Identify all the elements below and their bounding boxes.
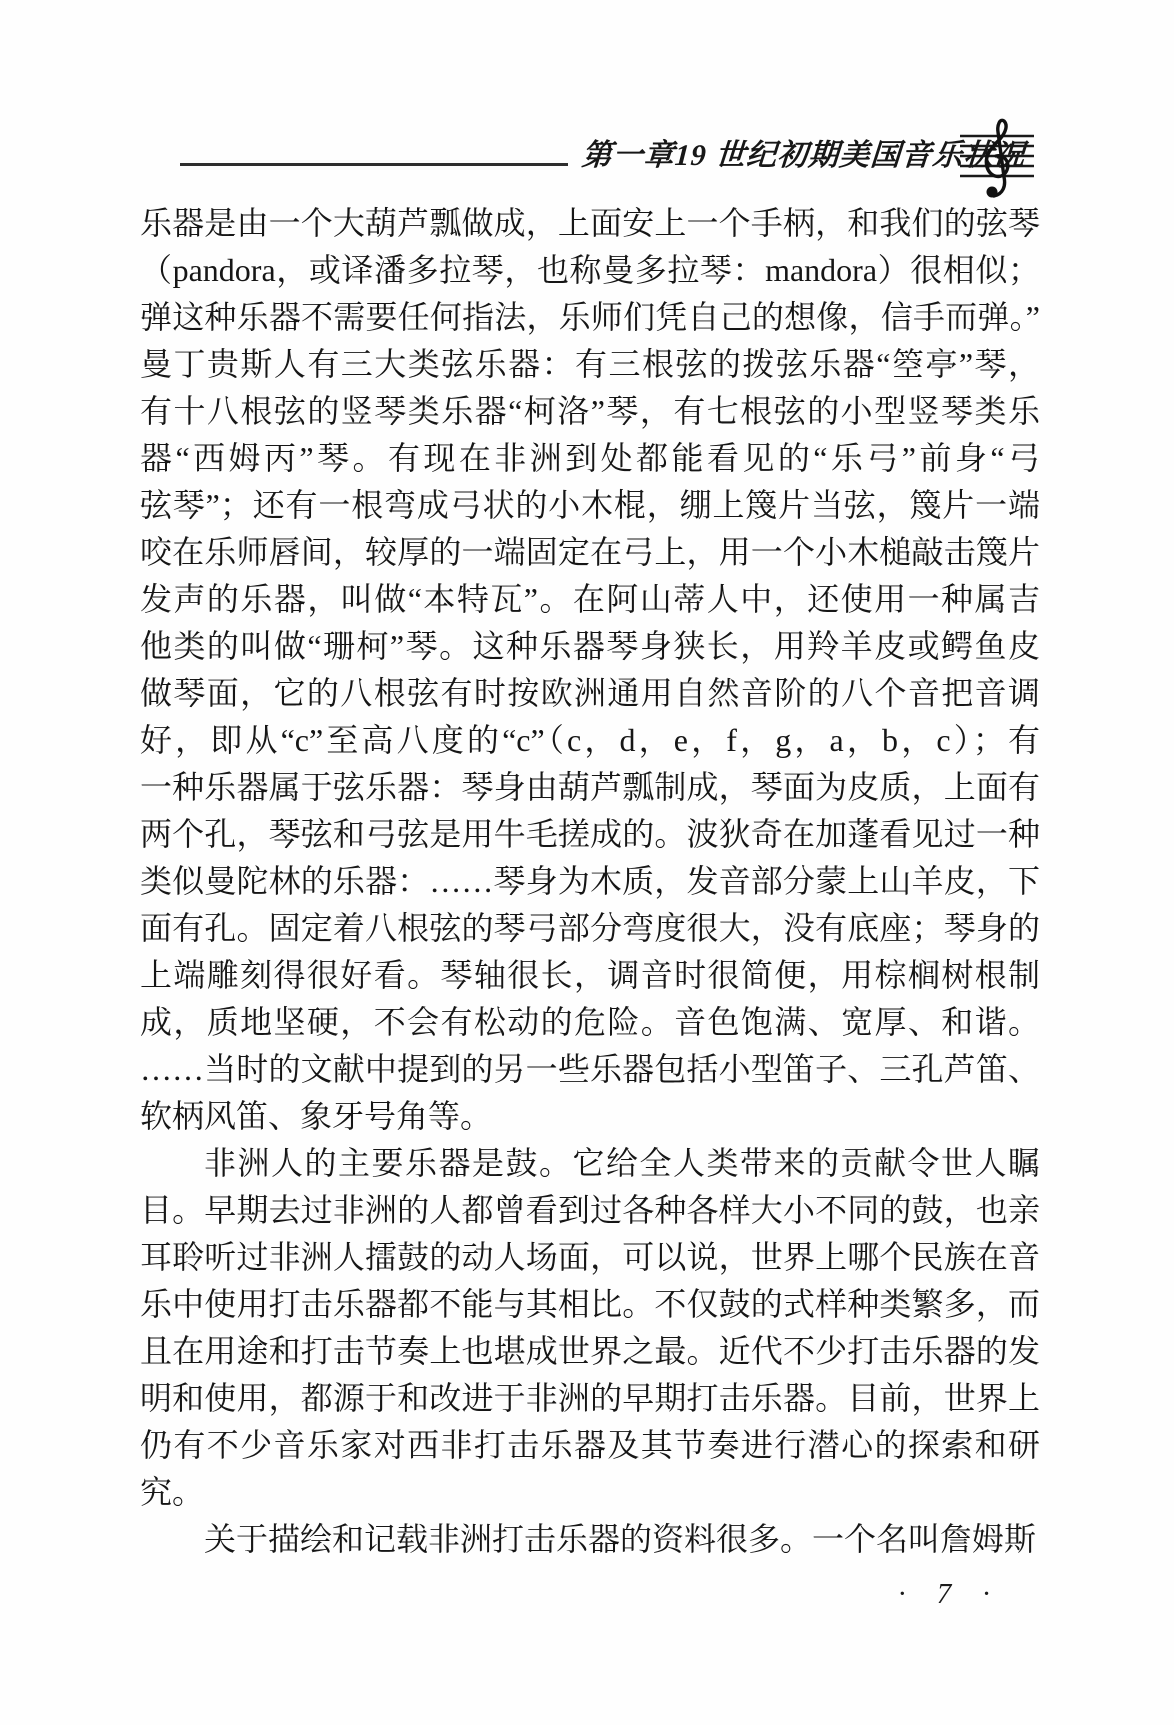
text-line: 两个孔，琴弦和弓弦是用牛毛搓成的。波狄奇在加蓬看见过一种 — [140, 816, 1040, 852]
text-line: 上端雕刻得很好看。琴轴很长，调音时很简便，用棕榈树根制 — [140, 957, 1040, 993]
chapter-number: 第一章 — [580, 139, 676, 172]
text-line: 面有孔。固定着八根弦的琴弓部分弯度很大，没有底座；琴身的 — [140, 910, 1040, 946]
text-line: 他类的叫做“珊柯”琴。这种乐器琴身狭长，用羚羊皮或鳄鱼皮 — [140, 628, 1040, 664]
text-line: 关于描绘和记载非洲打击乐器的资料很多。一个名叫詹姆斯 — [204, 1521, 1037, 1557]
text-line: ……当时的文献中提到的另一些乐器包括小型笛子、三孔芦笛、 — [140, 1051, 1040, 1087]
text-line: 仍有不少音乐家对西非打击乐器及其节奏进行潜心的探索和研 — [140, 1427, 1040, 1463]
text-line: 类似曼陀林的乐器：……琴身为木质，发音部分蒙上山羊皮，下 — [140, 863, 1040, 899]
text-line: 且在用途和打击节奏上也堪成世界之最。近代不少打击乐器的发 — [140, 1333, 1040, 1369]
text-line: 软柄风笛、象牙号角等。 — [140, 1098, 493, 1134]
treble-clef-icon — [960, 116, 1040, 204]
chapter-heading — [580, 130, 1027, 174]
text-line: 明和使用，都源于和改进于非洲的早期打击乐器。目前，世界上 — [140, 1380, 1040, 1416]
header-rule — [180, 163, 568, 166]
paragraph — [140, 1140, 1040, 1516]
text-line: 器“西姆丙”琴。有现在非洲到处都能看见的“乐弓”前身“弓 — [140, 440, 1040, 476]
paragraph — [140, 1516, 1040, 1563]
text-line: 曼丁贵斯人有三大类弦乐器：有三根弦的拨弦乐器“箜亭”琴， — [140, 346, 1040, 382]
text-line: （pandora，或译潘多拉琴，也称曼多拉琴：mandora）很相似； — [140, 252, 1040, 288]
text-line: 耳聆听过非洲人擂鼓的动人场面，可以说，世界上哪个民族在音 — [140, 1239, 1040, 1275]
text-line: 目。早期去过非洲的人都曾看到过各种各样大小不同的鼓，也亲 — [140, 1192, 1040, 1228]
chapter-title: 19 世纪初期美国音乐状况 — [673, 139, 1027, 172]
text-line: 做琴面，它的八根弦有时按欧洲通用自然音阶的八个音把音调 — [140, 675, 1040, 711]
paragraph — [140, 200, 1040, 1140]
body-text — [140, 200, 1040, 1563]
text-line: 非洲人的主要乐器是鼓。它给全人类带来的贡献令世人瞩 — [204, 1145, 1040, 1181]
text-line: 弹这种乐器不需要任何指法，乐师们凭自己的想像，信手而弹。” — [140, 299, 1040, 335]
text-line: 有十八根弦的竖琴类乐器“柯洛”琴，有七根弦的小型竖琴类乐 — [140, 393, 1040, 429]
text-line: 弦琴”；还有一根弯成弓状的小木棍，绷上篾片当弦，篾片一端 — [140, 487, 1040, 523]
text-line: 发声的乐器，叫做“本特瓦”。在阿山蒂人中，还使用一种属吉 — [140, 581, 1040, 617]
text-line: 乐中使用打击乐器都不能与其相比。不仅鼓的式样种类繁多，而 — [140, 1286, 1040, 1322]
text-line: 一种乐器属于弦乐器：琴身由葫芦瓢制成，琴面为皮质，上面有 — [140, 769, 1040, 805]
page-number: · 7 · — [898, 1578, 1002, 1610]
text-line: 咬在乐师唇间，较厚的一端固定在弓上，用一个小木槌敲击篾片 — [140, 534, 1040, 570]
text-line: 究。 — [140, 1474, 205, 1510]
text-line: 乐器是由一个大葫芦瓢做成，上面安上一个手柄，和我们的弦琴 — [140, 205, 1040, 241]
text-line: 好，即从“c”至高八度的“c”（c，d，e，f，g，a，b，c）；有 — [140, 722, 1040, 758]
text-line: 成，质地坚硬，不会有松动的危险。音色饱满、宽厚、和谐。 — [140, 1004, 1040, 1040]
